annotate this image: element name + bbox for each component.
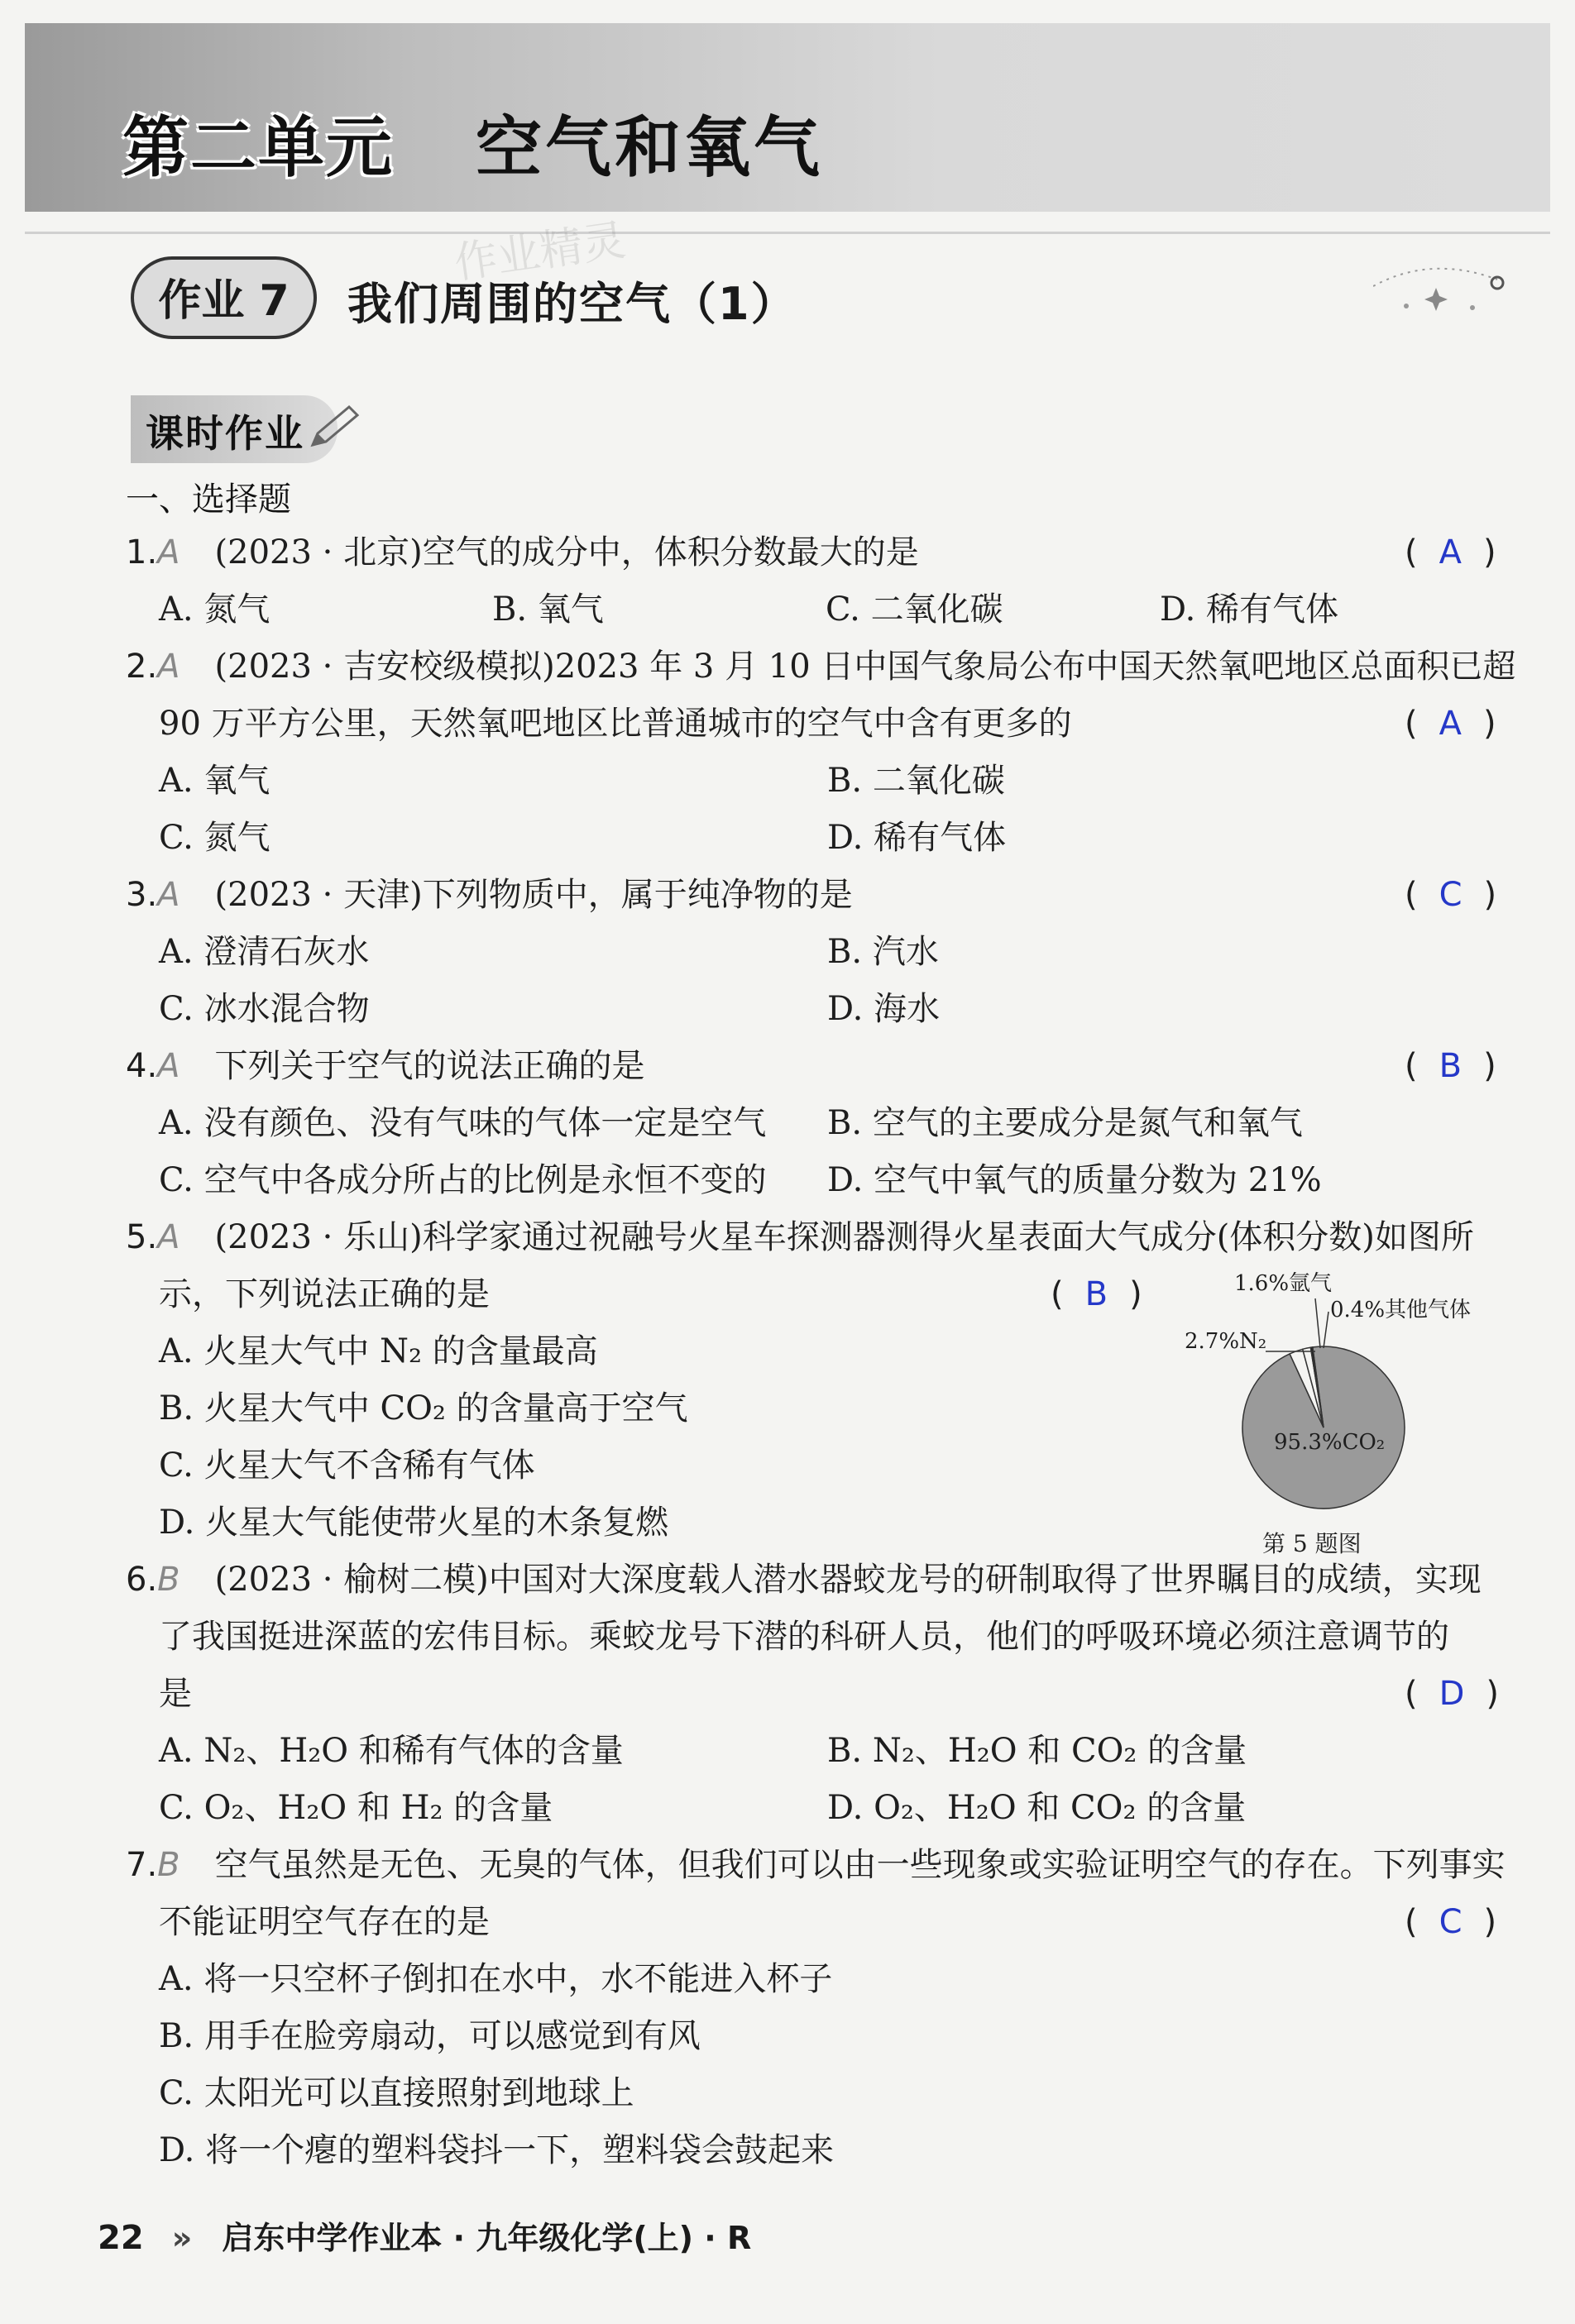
answer-box xyxy=(1405,530,1496,575)
option-item: D. 稀有气体 xyxy=(827,819,1007,857)
option-item: B. 汽水 xyxy=(827,933,939,971)
answer-value: C xyxy=(1439,1903,1462,1941)
option-item: D. 将一个瘪的塑料袋抖一下，塑料袋会鼓起来 xyxy=(159,2131,835,2169)
answer-value: A xyxy=(1439,533,1462,571)
answer-box xyxy=(1405,1044,1496,1088)
difficulty-level: A xyxy=(157,1218,180,1256)
question-stem-text: 下列关于空气的说法正确的是 xyxy=(214,1047,645,1085)
option-item: D. 海水 xyxy=(827,990,941,1028)
page-number: 22 xyxy=(98,2219,144,2257)
option-item: C. O₂、H₂O 和 H₂ 的含量 xyxy=(159,1789,553,1827)
divider xyxy=(25,232,1550,234)
question-stem-text: (2023 · 北京)空气的成分中，体积分数最大的是 xyxy=(214,533,919,571)
homework-badge: 作业 7 xyxy=(131,256,317,339)
question-stem-line xyxy=(126,1557,1482,1602)
option-item: B. 氧气 xyxy=(492,591,604,629)
answer-paren-left: ( xyxy=(1405,533,1418,571)
question-stem-text: 了我国挺进深蓝的宏伟目标。乘蛟龙号下潜的科研人员，他们的呼吸环境必须注意调节的 xyxy=(159,1618,1449,1656)
label-n2: 2.7%N₂ xyxy=(1185,1329,1267,1354)
unit-number: 第二单元 xyxy=(122,109,394,186)
difficulty-level: B xyxy=(157,1846,180,1884)
option-item: A. N₂、H₂O 和稀有气体的含量 xyxy=(159,1732,624,1770)
question-stem-line xyxy=(126,873,853,917)
answer-paren-right: ) xyxy=(1129,1275,1142,1313)
answer-paren-right: ) xyxy=(1482,533,1496,571)
unit-banner xyxy=(25,23,1550,212)
option-item: B. 空气的主要成分是氮气和氧气 xyxy=(827,1104,1303,1142)
answer-paren-left: ( xyxy=(1405,1675,1418,1713)
option-item: C. 太阳光可以直接照射到地球上 xyxy=(159,2074,634,2112)
question-stem-text: 是 xyxy=(159,1675,192,1713)
option-item: B. 用手在脸旁扇动，可以感觉到有风 xyxy=(159,2017,701,2055)
answer-paren-left: ( xyxy=(1405,876,1418,914)
option-item: A. 氧气 xyxy=(159,762,270,800)
question-stem-line xyxy=(126,530,919,575)
question-stem-line xyxy=(126,1843,1506,1887)
label-argon-leader xyxy=(1315,1298,1320,1348)
option-item: A. 氮气 xyxy=(159,591,270,629)
question-stem-line xyxy=(159,1614,1449,1659)
option-item: A. 将一只空杯子倒扣在水中，水不能进入杯子 xyxy=(159,1960,833,1998)
answer-value: B xyxy=(1084,1275,1108,1313)
question-stem-text: (2023 · 天津)下列物质中，属于纯净物的是 xyxy=(214,876,853,914)
question-number: 7. xyxy=(126,1846,158,1884)
answer-value: B xyxy=(1439,1047,1462,1085)
question-stem-line xyxy=(126,1044,645,1088)
option-item: D. O₂、H₂O 和 CO₂ 的含量 xyxy=(827,1789,1247,1827)
question-number: 3. xyxy=(126,876,158,914)
option-item: D. 火星大气能使带火星的木条复燃 xyxy=(159,1504,669,1542)
pie-chart xyxy=(1175,1265,1522,1563)
question-number: 4. xyxy=(126,1047,158,1085)
question-number: 2. xyxy=(126,648,158,686)
answer-value: D xyxy=(1439,1675,1465,1713)
label-other-leader xyxy=(1324,1312,1328,1348)
option-item: A. 澄清石灰水 xyxy=(159,933,370,971)
question-number: 6. xyxy=(126,1561,158,1599)
answer-box xyxy=(1405,1671,1499,1716)
label-argon: 1.6%氩气 xyxy=(1234,1271,1333,1296)
question-stem-text: 示，下列说法正确的是 xyxy=(159,1275,490,1313)
page-footer xyxy=(98,2212,751,2258)
label-other: 0.4%其他气体 xyxy=(1330,1298,1472,1322)
answer-box xyxy=(1405,873,1496,917)
question-stem-text: 不能证明空气存在的是 xyxy=(159,1903,490,1941)
answer-box xyxy=(1405,701,1496,746)
answer-value: A xyxy=(1439,705,1462,743)
answer-paren-right: ) xyxy=(1483,1903,1497,1941)
option-item: A. 火星大气中 N₂ 的含量最高 xyxy=(159,1332,598,1370)
question-stem-text: (2023 · 乐山)科学家通过祝融号火星车探测器测得火星表面大气成分(体积分数)如图所 xyxy=(214,1218,1474,1256)
label-co2: 95.3%CO₂ xyxy=(1274,1430,1386,1455)
question-stem-line xyxy=(126,1215,1474,1260)
section-tag-label: 课时作业 xyxy=(146,411,304,456)
book-title: 启东中学作业本 · 九年级化学(上) · R xyxy=(222,2220,752,2256)
difficulty-level: B xyxy=(157,1561,180,1599)
option-item: C. 冰水混合物 xyxy=(159,990,370,1028)
question-stem-line xyxy=(159,1671,192,1716)
part-title: 一、选择题 xyxy=(126,481,291,519)
option-item: C. 空气中各成分所占的比例是永恒不变的 xyxy=(159,1161,767,1199)
option-item: C. 火星大气不含稀有气体 xyxy=(159,1447,535,1485)
sparkle-decoration-icon xyxy=(1373,263,1506,321)
question-stem-line xyxy=(126,644,1515,689)
option-item: D. 空气中氧气的质量分数为 21% xyxy=(827,1161,1322,1199)
difficulty-level: A xyxy=(157,648,180,686)
answer-paren-left: ( xyxy=(1405,1903,1418,1941)
watermark: 作业精灵 xyxy=(451,215,629,289)
question-stem-text: (2023 · 榆树二模)中国对大深度载人潜水器蛟龙号的研制取得了世界瞩目的成绩，实现 xyxy=(214,1561,1482,1599)
difficulty-level: A xyxy=(157,876,180,914)
answer-paren-left: ( xyxy=(1405,1047,1418,1085)
answer-value: C xyxy=(1439,876,1462,914)
difficulty-level: A xyxy=(157,1047,180,1085)
answer-paren-right: ) xyxy=(1483,876,1497,914)
option-item: C. 二氧化碳 xyxy=(826,591,1003,629)
option-item: A. 没有颜色、没有气味的气体一定是空气 xyxy=(159,1104,767,1142)
chart-caption: 第 5 题图 xyxy=(1262,1530,1362,1557)
difficulty-level: A xyxy=(157,533,180,571)
answer-box xyxy=(1051,1272,1142,1317)
answer-paren-right: ) xyxy=(1482,705,1496,743)
option-item: B. 二氧化碳 xyxy=(827,762,1005,800)
question-stem-text: (2023 · 吉安校级模拟)2023 年 3 月 10 日中国气象局公布中国天然氧吧地区总面积已超 xyxy=(214,648,1516,686)
question-stem-line xyxy=(159,1272,490,1317)
answer-paren-left: ( xyxy=(1405,705,1418,743)
answer-paren-left: ( xyxy=(1051,1275,1064,1313)
option-item: B. N₂、H₂O 和 CO₂ 的含量 xyxy=(827,1732,1247,1770)
homework-title: 我们周围的空气（1） xyxy=(347,278,797,330)
answer-paren-right: ) xyxy=(1486,1675,1500,1713)
answer-box xyxy=(1405,1900,1496,1944)
question-stem-line xyxy=(159,1900,490,1944)
question-number: 1. xyxy=(126,533,158,571)
question-number: 5. xyxy=(126,1218,158,1256)
pencil-icon xyxy=(306,402,364,452)
question-stem-text: 90 万平方公里，天然氧吧地区比普通城市的空气中含有更多的 xyxy=(159,705,1072,743)
unit-title: 空气和氧气 xyxy=(476,109,823,186)
option-item: B. 火星大气中 CO₂ 的含量高于空气 xyxy=(159,1389,688,1427)
option-item: D. 稀有气体 xyxy=(1160,591,1339,629)
chevron-icon: » xyxy=(171,2220,193,2256)
question-stem-line xyxy=(159,701,1072,746)
question-stem-text: 空气虽然是无色、无臭的气体，但我们可以由一些现象或实验证明空气的存在。下列事实 xyxy=(214,1846,1506,1884)
answer-paren-right: ) xyxy=(1483,1047,1496,1085)
option-item: C. 氮气 xyxy=(159,819,270,857)
